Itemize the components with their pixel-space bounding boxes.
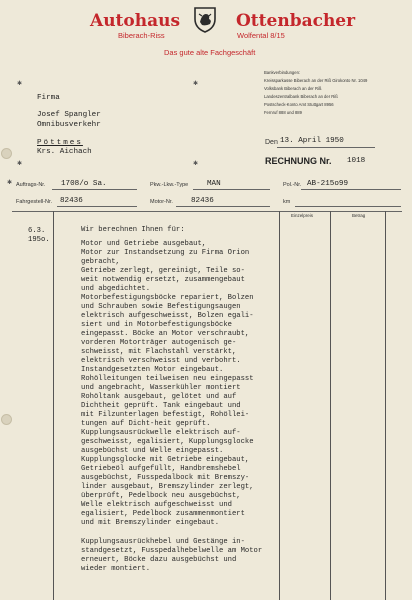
brand-name-left: Autohaus (90, 11, 181, 31)
motor-number-value: 82436 (191, 197, 214, 205)
police-number-line (301, 189, 401, 190)
bank-line-6: Fernruf 888 und 889 (264, 110, 302, 115)
bank-line-3: Volksbank Biberach an der Riß (264, 86, 322, 91)
table-column-divider-total (385, 211, 386, 600)
recipient-line-4: Pöttmes (37, 139, 83, 147)
table-column-divider-desc (279, 211, 280, 600)
invoice-date: 13. April 1950 (280, 137, 344, 145)
order-number-line (52, 189, 137, 190)
bank-line-2: Kreissparkasse Biberach an der Riß Girokonto Nr. 1049 (264, 78, 368, 83)
order-number-label: Auftrags-Nr. (16, 182, 46, 188)
body-line: erneuert, Böcke dazu ausgebüchst und (81, 556, 237, 564)
body-line: und mit Bremszylinder eingebaut. (81, 519, 220, 527)
crest-logo (192, 5, 218, 33)
bank-line-1: Bankverbindungen: (264, 70, 301, 75)
body-line: Motor zur Instandsetzung zu Firma Orion (81, 249, 250, 257)
body-line: egalisiert, Pedelbock zusammenmontiert (81, 510, 245, 518)
body-line: elektrisch aufgeschweisst, Bolzen egali- (81, 312, 254, 320)
recipient-line-2: Josef Spangler (37, 111, 101, 119)
body-line: vorderen Motorträger autogenisch ge- (81, 339, 237, 347)
body-line: ausgebüchst und Welle eingepasst. (81, 447, 224, 455)
invoice-label: RECHNUNG Nr. (265, 156, 332, 166)
invoice-number: 1018 (347, 157, 366, 165)
body-line: Rohöltank ausgebaut, gelötet und auf (81, 393, 237, 401)
body-line: siert und in Motorbefestigungsböcke (81, 321, 232, 329)
body-line: geschweisst, egalisiert, Kupplungsglocke (81, 438, 254, 446)
punch-hole-top (1, 148, 12, 159)
field-mark: ✱ (7, 179, 13, 186)
body-line: und abgedichtet. (81, 285, 151, 293)
motor-number-line (176, 206, 270, 207)
body-line: und Schrauben sowie Befestigungsaugen (81, 303, 241, 311)
body-line: Instandgesetzten Motor eingebaut. (81, 366, 224, 374)
body-line: Dichtheit geprüft. Tank eingebaut und (81, 402, 241, 410)
table-column-divider-date (53, 211, 54, 600)
recipient-line-5: Krs. Aichach (37, 148, 92, 156)
police-number-value: AB-215o99 (307, 180, 349, 188)
km-line (295, 206, 401, 207)
body-line: elektrisch verschweisst und verbohrt. (81, 357, 241, 365)
body-line: mit Filzunterlagen befestigt, Rohöllei- (81, 411, 250, 419)
body-line: standgesetzt, Fusspedalhebelwelle am Motor (81, 547, 263, 555)
body-line: weit notwendig ersetzt, zusammengebaut (81, 276, 245, 284)
body-line: tungen auf Dicht-heit geprüft. (81, 420, 211, 428)
company-street: Wolfental 8/15 (237, 31, 285, 40)
body-line: Rohölleitungen teilweisen neu eingepasst (81, 375, 254, 383)
body-line: Wir berechnen Ihnen für: (81, 226, 185, 234)
bank-line-4: Landeszentralbank Biberach an der Riß (264, 94, 338, 99)
unit-price-header: Einzelpreis (291, 213, 314, 218)
body-line: Kupplungsglocke mit Getriebe eingebaut, (81, 456, 250, 464)
brand-name-right: Ottenbacher (236, 11, 356, 31)
corner-mark: ✱ (17, 160, 23, 167)
body-line: Kupplungsausrückhebel und Gestänge in- (81, 538, 245, 546)
recipient-line-1: Firma (37, 94, 60, 102)
km-label: km (283, 199, 291, 205)
body-line: Motor und Getriebe ausgebaut, (81, 240, 207, 248)
body-line: Welle elektrisch aufgeschweisst und (81, 501, 232, 509)
motor-number-label: Motor-Nr. (150, 199, 173, 205)
date-underline (277, 147, 375, 148)
police-number-label: Pol.-Nr. (283, 182, 302, 188)
amount-header: Betrag (352, 213, 366, 218)
body-line: ausgebüchst, Fusspedalbock mit Bremszy- (81, 474, 250, 482)
body-line: und angebracht, Wasserkühler montiert (81, 384, 241, 392)
body-line: wieder montiert. (81, 565, 151, 573)
body-line: Getriebe zerlegt, gereinigt, Teile so- (81, 267, 245, 275)
punch-hole-bottom (1, 414, 12, 425)
date-label: Den (265, 139, 278, 146)
recipient-line-3: Omnibusverkehr (37, 121, 101, 129)
corner-mark: ✱ (193, 160, 199, 167)
vehicle-type-line (193, 189, 270, 190)
body-line: gebracht, (81, 258, 120, 266)
order-number-value: 1708/o Sa. (61, 180, 107, 188)
body-line: Kupplungsausrückwelle elektrisch auf- (81, 429, 241, 437)
body-line: eingepasst. Böcke an Motor verschraubt, (81, 330, 250, 338)
body-line: schweisst, mit Flachstahl verstärkt, (81, 348, 237, 356)
body-line: linder ausgebaut, Bremszylinder zerlegt, (81, 483, 254, 491)
chassis-number-line (57, 206, 137, 207)
vehicle-type-label: Pkw.-Lkw.-Type (150, 182, 189, 188)
body-line: Getriebeöl aufgefüllt, Handbremshebel (81, 465, 241, 473)
vehicle-type-value: MAN (207, 180, 221, 188)
table-column-divider-price (330, 211, 331, 600)
table-top-border (12, 211, 402, 212)
entry-year: 195o. (28, 236, 50, 244)
corner-mark: ✱ (17, 80, 23, 87)
body-line: überprüft, Pedelbock neu ausgebüchst, (81, 492, 241, 500)
company-city: Biberach-Riss (118, 31, 165, 40)
entry-date: 6.3. (28, 227, 46, 235)
bank-line-5: Postscheck-Konto Amt Stuttgart 8956 (264, 102, 334, 107)
chassis-number-value: 82436 (60, 197, 83, 205)
company-slogan: Das gute alte Fachgeschäft (164, 48, 256, 57)
body-line: Motorbefestigungsböcke repariert, Bolzen (81, 294, 254, 302)
chassis-number-label: Fahrgestell-Nr. (16, 199, 53, 205)
corner-mark: ✱ (193, 80, 199, 87)
